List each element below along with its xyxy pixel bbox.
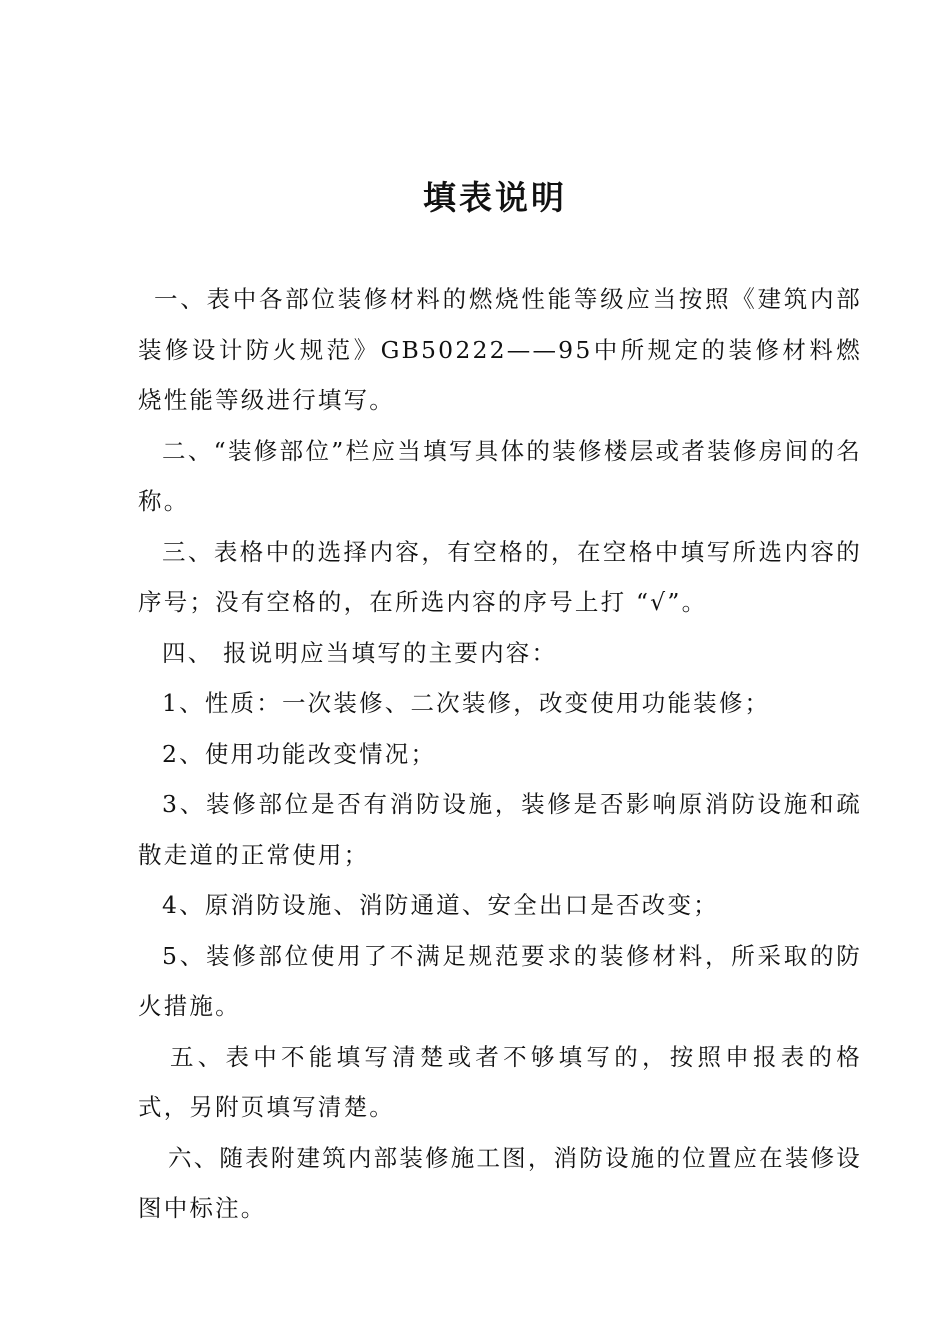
- instruction-subitem-3: 3、装修部位是否有消防设施，装修是否影响原消防设施和疏散走道的正常使用；: [138, 790, 862, 869]
- instruction-paragraph-2: 二、“装修部位”栏应当填写具体的装修楼层或者装修房间的名称。: [138, 436, 862, 515]
- page-title: 填表说明: [423, 178, 567, 217]
- instruction-paragraph-5: 五、表中不能填写清楚或者不够填写的，按照申报表的格式，另附页填写清楚。: [138, 1042, 862, 1121]
- instruction-paragraph-4: 四、 报说明应当填写的主要内容：: [162, 638, 558, 667]
- instruction-subitem-1: 1、性质：一次装修、二次装修，改变使用功能装修；: [162, 689, 771, 717]
- instruction-body: [138, 274, 862, 1234]
- instruction-subitem-5: 5、装修部位使用了不满足规范要求的装修材料，所采取的防火措施。: [138, 941, 862, 1020]
- instruction-paragraph-6: 六、随表附建筑内部装修施工图，消防设施的位置应在装修设图中标注。: [138, 1143, 862, 1222]
- instruction-paragraph-1: 一、表中各部位装修材料的燃烧性能等级应当按照《建筑内部装修设计防火规范》GB50222——95中所规定的装修材料燃烧性能等级进行填写。: [138, 285, 862, 414]
- instruction-subitem-2: 2、使用功能改变情况；: [162, 739, 437, 768]
- instruction-paragraph-3: 三、表格中的选择内容，有空格的，在空格中填写所选内容的序号；没有空格的，在所选内容的序号上打 “√”。: [138, 537, 862, 616]
- instruction-subitem-4: 4、原消防设施、消防通道、安全出口是否改变；: [162, 891, 719, 919]
